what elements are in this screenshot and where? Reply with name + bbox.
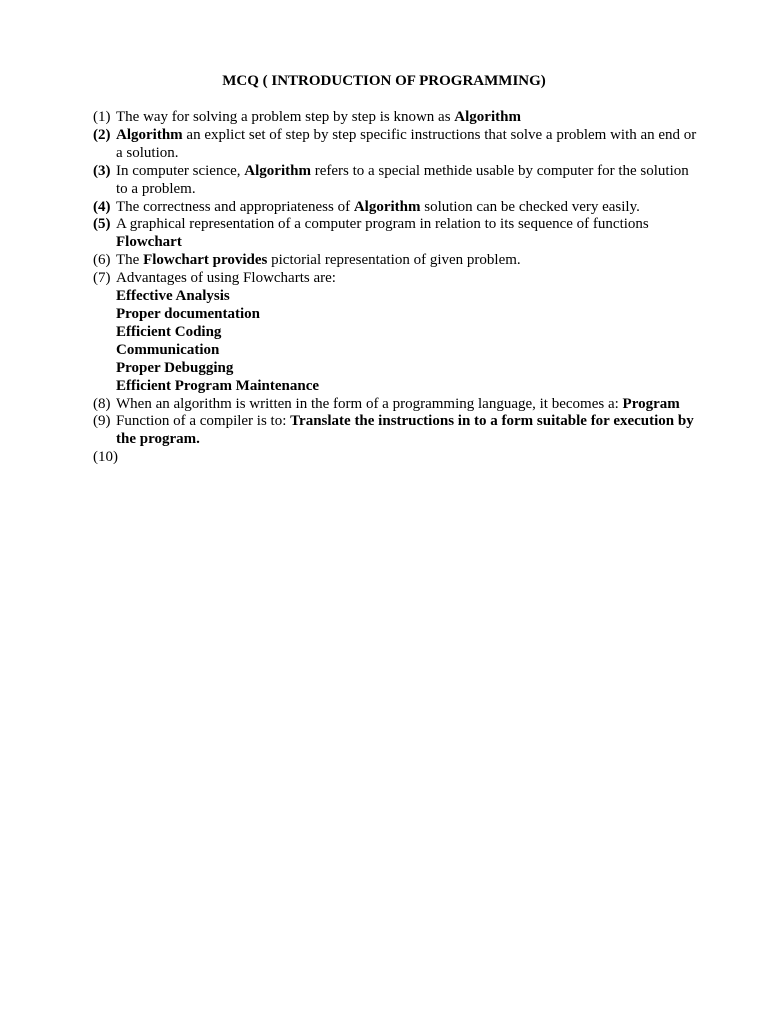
item-number: (10) [93,449,118,466]
item-text [116,270,703,395]
item-text-part: Advantages of using Flowcharts are: [116,270,336,287]
advantage-item: Communication [116,341,220,358]
list-item [93,127,703,163]
item-number: (8) [93,395,111,412]
item-number: (9) [93,413,111,430]
list-item [93,449,703,467]
item-number: (1) [93,109,111,125]
item-text-part: The way for solving a problem step by step is known as [116,109,455,125]
item-text-part: refers to a special methide usable by computer for the solution to a problem. [116,162,689,197]
item-text [116,396,703,414]
item-text [116,109,703,127]
item-text-part: A graphical representation of a computer program in relation to its sequence of functions [116,216,649,233]
item-number: (4) [93,198,111,215]
item-answer: Translate the instructions in to a form suitable for execution by the program. [116,413,694,448]
item-text-part: In computer science, [116,162,245,179]
item-text-part: Function of a compiler is to: [116,413,291,430]
item-text [118,449,703,467]
list-item [93,109,703,127]
item-text-part: When an algorithm is written in the form of a programming language, it becomes a: [116,395,623,412]
list-item [93,413,703,449]
item-text-part: solution can be checked very easily. [420,198,640,215]
advantage-item: Proper documentation [116,305,261,322]
list-item [93,270,703,395]
item-answer: Algorithm [116,126,183,143]
item-text-part: The [116,252,144,269]
item-text [116,199,703,217]
item-number: (6) [93,252,111,269]
item-answer: Program [622,395,680,412]
question-list [93,109,703,467]
advantage-item: Proper Debugging [116,359,234,376]
item-text [116,216,703,252]
list-item [93,216,703,252]
item-answer: Algorithm [353,198,421,215]
item-text [116,127,703,163]
item-text-part: The correctness and appropriateness of [116,198,354,215]
advantage-item: Effective Analysis [116,288,230,305]
document-title: MCQ ( INTRODUCTION OF PROGRAMMING) [222,73,546,89]
advantage-item: Efficient Coding [116,323,222,340]
item-number: (2) [93,126,111,143]
list-item [93,163,703,199]
list-item [93,396,703,414]
item-number: (5) [93,216,111,233]
item-answer: Algorithm [244,162,311,179]
item-text-part: pictorial representation of given problem. [267,252,521,269]
item-text [116,252,703,270]
item-number: (3) [93,162,111,179]
item-answer: Flowchart provides [143,252,268,269]
item-text [116,413,703,449]
item-text [116,163,703,199]
item-answer: Flowchart [116,234,182,251]
list-item [93,199,703,217]
list-item [93,252,703,270]
item-text-part: an explict set of step by step specific instructions that solve a problem with an end or a solution. [116,126,697,161]
advantage-item: Efficient Program Maintenance [116,377,320,394]
item-answer: Algorithm [454,109,521,125]
item-number: (7) [93,270,111,287]
